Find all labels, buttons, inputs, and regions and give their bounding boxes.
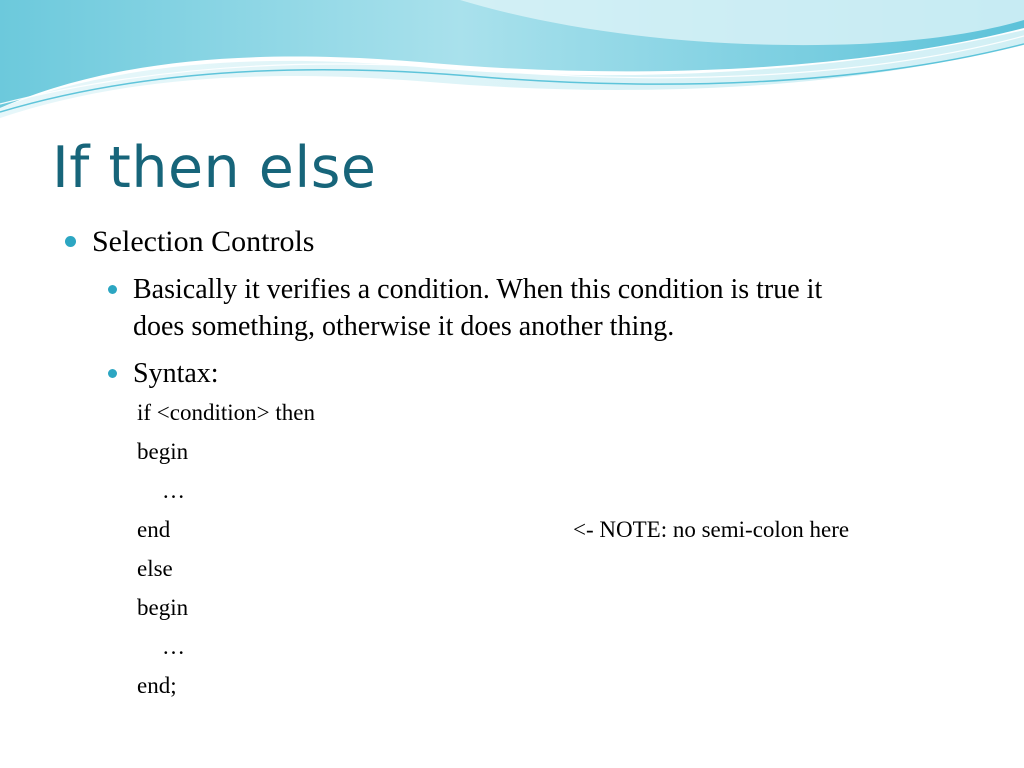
code-line: begin <box>137 439 189 464</box>
code-line: … <box>162 478 185 503</box>
code-line: end <box>137 517 171 542</box>
slide-title: If then else <box>52 135 377 201</box>
code-line: begin <box>137 595 189 620</box>
code-line: else <box>137 556 173 581</box>
code-line: … <box>162 634 185 659</box>
sub-bullet-description-line-1: Basically it verifies a condition. When this condition is true it <box>133 274 823 305</box>
code-line: if <condition> then <box>137 400 315 425</box>
bullet-selection-controls: Selection Controls <box>92 225 315 258</box>
header-wave-decoration <box>0 0 1024 130</box>
sub-bullet-dot-icon <box>108 285 117 294</box>
code-note: <- NOTE: no semi-colon here <box>573 517 850 542</box>
bullet-dot-icon <box>65 236 76 247</box>
code-line: end; <box>137 673 177 698</box>
sub-bullet-description-line-2: does something, otherwise it does another thing. <box>133 311 675 342</box>
sub-bullet-syntax: Syntax: <box>133 358 219 389</box>
sub-bullet-dot-icon <box>108 369 117 378</box>
